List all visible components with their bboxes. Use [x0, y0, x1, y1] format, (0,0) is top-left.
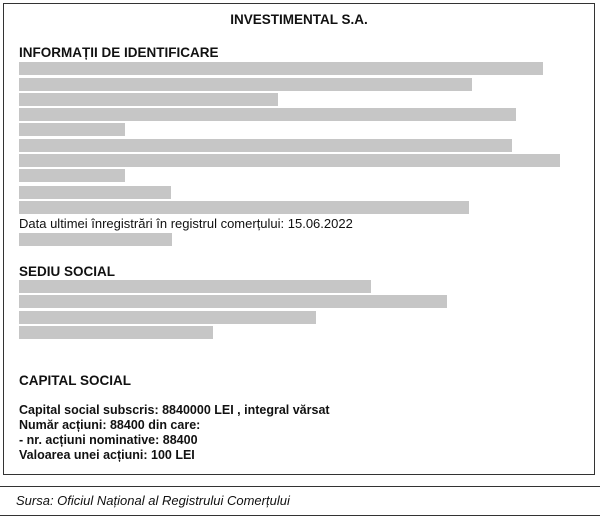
redacted-line — [19, 139, 512, 152]
identification-heading: INFORMAȚII DE IDENTIFICARE — [19, 45, 219, 60]
nominative-shares: - nr. acțiuni nominative: 88400 — [19, 433, 198, 447]
redacted-line — [19, 280, 371, 293]
redacted-line — [19, 295, 447, 308]
redacted-line — [19, 326, 213, 339]
company-name: INVESTIMENTAL S.A. — [230, 12, 368, 27]
capital-heading: CAPITAL SOCIAL — [19, 373, 132, 388]
redacted-line — [19, 93, 278, 106]
redacted-line — [19, 123, 125, 136]
share-value: Valoarea unei acțiuni: 100 LEI — [19, 448, 195, 462]
redacted-line — [19, 78, 472, 91]
redacted-line — [19, 233, 172, 246]
redacted-line — [19, 154, 560, 167]
redacted-line — [19, 201, 469, 214]
divider — [0, 486, 600, 487]
divider — [0, 515, 600, 516]
source-note: Sursa: Oficiul Național al Registrului Comerțului — [16, 493, 290, 508]
share-count: Număr acțiuni: 88400 din care: — [19, 418, 201, 432]
subscribed-capital: Capital social subscris: 8840000 LEI , integral vărsat — [19, 403, 330, 417]
company-info-card — [3, 3, 595, 475]
redacted-line — [19, 108, 516, 121]
redacted-line — [19, 311, 316, 324]
redacted-line — [19, 62, 543, 75]
redacted-line — [19, 186, 171, 199]
last-registration-date: Data ultimei înregistrări în registrul comerțului: 15.06.2022 — [19, 216, 353, 231]
redacted-line — [19, 169, 125, 182]
headquarters-heading: SEDIU SOCIAL — [19, 264, 116, 279]
